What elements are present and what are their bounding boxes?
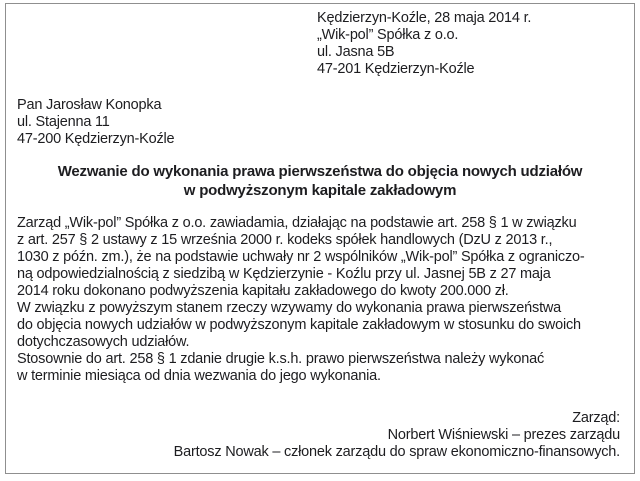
signature-president: Norbert Wiśniewski – prezes zarządu [387,427,620,443]
letter-title-line1: Wezwanie do wykonania prawa pierwszeństwa do objęcia nowych udziałów [57,163,583,180]
body-line: ną odpowiedzialnością z siedzibą w Kędzierzynie - Koźlu przy ul. Jasnej 5B z 27 maja [17,266,551,282]
recipient-street: ul. Stajenna 11 [17,114,110,130]
body-line: Zarząd „Wik-pol” Spółka z o.o. zawiadamia, działając na podstawie art. 258 § 1 w związku [17,215,577,231]
letter-title-line2: w podwyższonym kapitale zakładowym [183,182,457,199]
sender-street: ul. Jasna 5B [317,44,395,60]
letter-body [17,215,626,385]
body-line: W związku z powyższym stanem rzeczy wzywamy do wykonania prawa pierwszeństwa [17,300,562,316]
sender-city: 47-201 Kędzierzyn-Koźle [317,61,475,77]
body-line: 1030 z późn. zm.), że na podstawie uchwały nr 2 wspólników „Wik-pol” Spółka z ograniczo- [17,249,585,265]
body-line: z art. 257 § 2 ustawy z 15 września 2000 r. kodeks spółek handlowych (DzU z 2013 r., [17,232,553,248]
body-line: do objęcia nowych udziałów w podwyższonym kapitale zakładowym w stosunku do swoich [17,317,581,333]
body-line: 2014 roku dokonano podwyższenia kapitału zakładowego do kwoty 200.000 zł. [17,283,509,299]
body-line: Stosownie do art. 258 § 1 zdanie drugie k.s.h. prawo pierwszeństwa należy wykonać [17,351,545,367]
recipient-city: 47-200 Kędzierzyn-Koźle [17,131,175,147]
signature-block [174,410,620,461]
signature-heading: Zarząd: [572,410,620,426]
body-line: dotychczasowych udziałów. [17,334,190,350]
body-line: w terminie miesiąca od dnia wezwania do jego wykonania. [17,368,381,384]
sender-company: „Wik-pol” Spółka z o.o. [317,27,459,43]
recipient-block [17,97,174,148]
letter-title [0,162,640,200]
recipient-name: Pan Jarosław Konopka [17,97,162,113]
signature-member: Bartosz Nowak – członek zarządu do spraw ekonomiczno-finansowych. [173,444,620,460]
sender-block [317,10,531,78]
sender-dateline: Kędzierzyn-Koźle, 28 maja 2014 r. [317,10,532,26]
